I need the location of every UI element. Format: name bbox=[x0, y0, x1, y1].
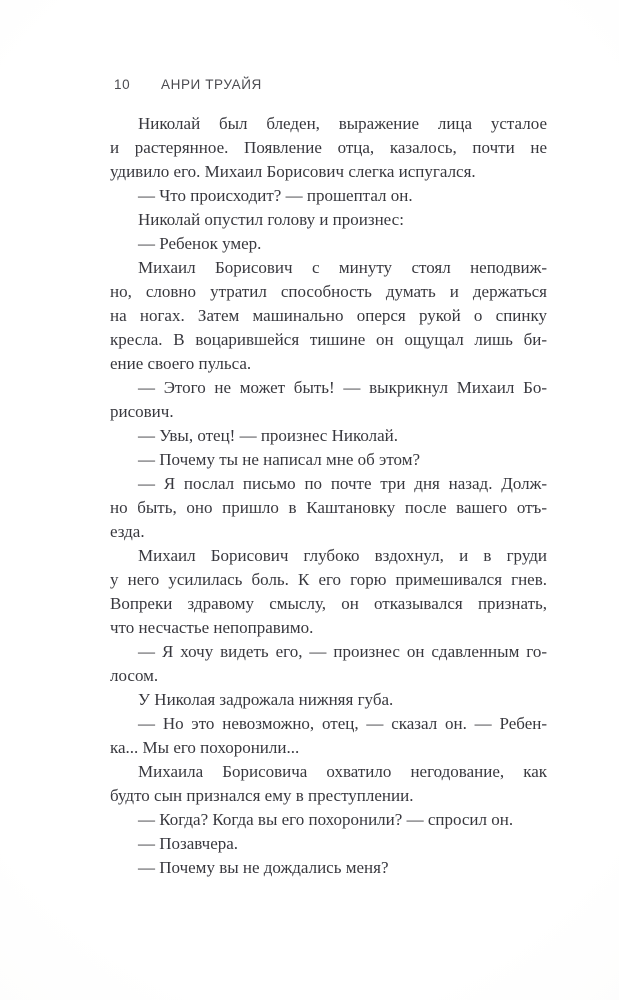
text-line: У Николая задрожала нижняя губа. bbox=[138, 690, 394, 709]
text-line: — Почему вы не дождались меня? bbox=[138, 858, 389, 877]
text-line: на ногах. Затем машинально оперся рукой о спинку bbox=[110, 306, 547, 325]
text-line: — Я послал письмо по почте три дня назад. Долж- bbox=[138, 474, 547, 493]
text-line: Михаил Борисович с минуту стоял неподвиж- bbox=[138, 258, 547, 277]
text-line: Вопреки здравому смыслу, он отказывался признать, bbox=[110, 594, 547, 613]
text-line: но быть, оно пришло в Каштановку после вашего отъ- bbox=[110, 498, 547, 517]
running-head-author: АНРИ ТРУАЙЯ bbox=[161, 77, 262, 92]
text-line: — Но это невозможно, отец, — сказал он. — Ребен- bbox=[138, 714, 547, 733]
text-line: у него усилилась боль. К его горю примешивался гнев. bbox=[110, 570, 547, 589]
text-line: — Этого не может быть! — выкрикнул Михаил Бо- bbox=[138, 378, 547, 397]
text-line: езда. bbox=[110, 522, 145, 541]
text-line: Николай был бледен, выражение лица усталое bbox=[138, 114, 547, 133]
text-line: рисович. bbox=[110, 402, 174, 421]
text-line: — Я хочу видеть его, — произнес он сдавленным го- bbox=[138, 642, 547, 661]
text-line: Михаил Борисович глубоко вздохнул, и в груди bbox=[138, 546, 547, 565]
page-number: 10 bbox=[114, 77, 131, 92]
text-line: — Что происходит? — прошептал он. bbox=[138, 186, 413, 205]
text-line: удивило его. Михаил Борисович слегка испугался. bbox=[110, 162, 476, 181]
text-line: ение своего пульса. bbox=[110, 354, 252, 373]
text-block bbox=[110, 112, 547, 880]
text-line: лосом. bbox=[110, 666, 159, 685]
text-line: но, словно утратил способность думать и держаться bbox=[110, 282, 547, 301]
text-line: ка... Мы его похоронили... bbox=[110, 738, 300, 757]
text-line: что несчастье непоправимо. bbox=[110, 618, 314, 637]
text-line: — Ребенок умер. bbox=[138, 234, 262, 253]
text-line: — Увы, отец! — произнес Николай. bbox=[138, 426, 399, 445]
text-line: — Когда? Когда вы его похоронили? — спросил он. bbox=[138, 810, 514, 829]
text-line: Николай опустил голову и произнес: bbox=[138, 210, 404, 229]
text-line: кресла. В воцарившейся тишине он ощущал лишь би- bbox=[110, 330, 547, 349]
text-line: — Позавчера. bbox=[138, 834, 239, 853]
text-line: и растерянное. Появление отца, казалось, почти не bbox=[110, 138, 547, 157]
text-line: — Почему ты не написал мне об этом? bbox=[138, 450, 421, 469]
running-head bbox=[0, 77, 619, 93]
text-line: будто сын признался ему в преступлении. bbox=[110, 786, 414, 805]
text-line: Михаила Борисовича охватило негодование, как bbox=[138, 762, 547, 781]
